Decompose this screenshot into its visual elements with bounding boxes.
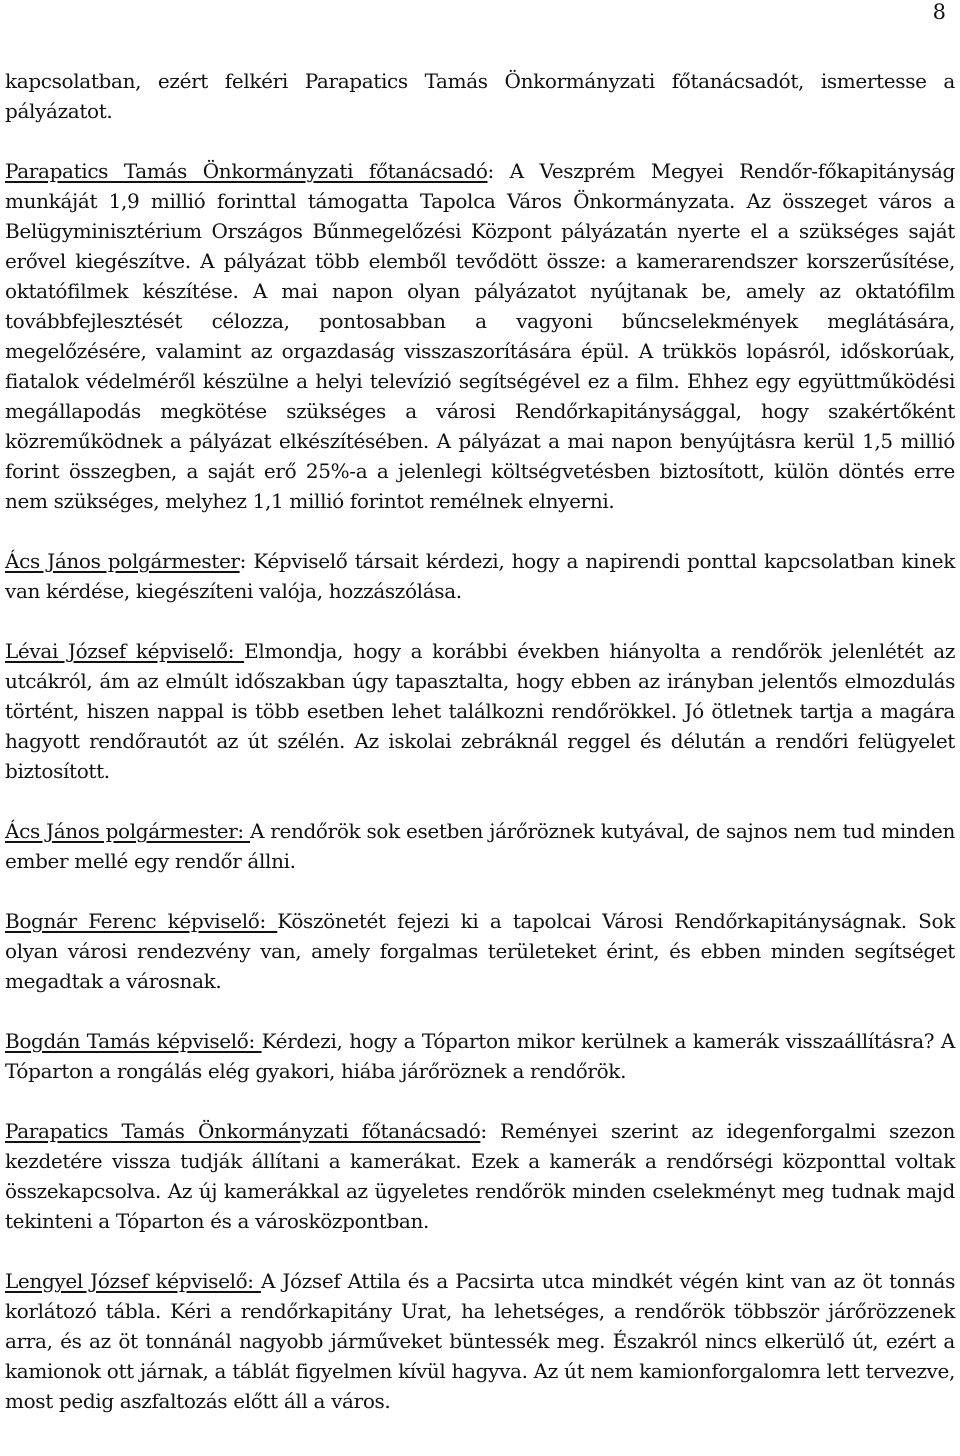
paragraph-acs-2 (5, 816, 955, 876)
paragraph-text: A József Attila és a Pacsirta utca mindkét végén kint van az öt tonnás korlátozó tábla. Kéri a rendőrkapitány Urat, ha lehetséges, a rendőrök többször járőrözzenek arra, és az öt tonnánál nagyobb járműveket büntessék meg. Északról nincs elkerülő út, ezért a kamionok ott járnak, a táblát figyelmen kívül hagyva. Az út nem kamionforgalomra lett tervezve, most pedig aszfaltozás előtt áll a város. (5, 1269, 955, 1413)
paragraph-text: Köszönetét fejezi ki a tapolcai Városi Rendőrkapitányságnak. Sok olyan városi rendezvény van, amely forgalmas területeket érint, és ebben minden segítséget megadtak a városnak. (5, 909, 955, 993)
paragraph-text: A rendőrök sok esetben járőröznek kutyával, de sajnos nem tud minden ember mellé egy rendőr állni. (5, 819, 955, 873)
paragraph-parapatics-1 (5, 156, 955, 516)
paragraph-text: Kérdezi, hogy a Tóparton mikor kerülnek a kamerák visszaállításra? A Tóparton a rongálás elég gyakori, hiába járőröznek a rendőrök. (5, 1029, 955, 1083)
paragraph-acs-1 (5, 546, 955, 606)
speaker-name: Lévai József képviselő: (5, 639, 245, 663)
paragraph-bogdan (5, 1026, 955, 1086)
speaker-name: Ács János polgármester: (5, 819, 250, 843)
paragraph-text: : A Veszprém Megyei Rendőr-főkapitányság munkáját 1,9 millió forinttal támogatta Tapolca Város Önkormányzata. Az összeget város a Belügyminisztérium Országos Bűnmegelőzési Központ pályázatán nyerte el a szükséges saját erővel kiegészítve. A pályázat több elemből tevődött össze: a kamerarendszer korszerűsítése, oktatófilmek készítése. A mai napon olyan pályázatot nyújtanak be, amely az oktatófilm továbbfejlesztését célozza, pontosabban a vagyoni bűncselekmények meglátására, megelőzésére, valamint az orgazdaság visszaszorítására épül. A trükkös lopásról, időskorúak, fiatalok védelméről készülne a helyi televízió segítségével ez a film. Ehhez egy együttműködési megállapodás megkötése szükséges a városi Rendőrkapitánysággal, hogy szakértőként közreműködnek a pályázat elkészítésében. A pályázat a mai napon benyújtásra kerül 1,5 millió forint összegben, a saját erő 25%-a a jelenlegi költségvetésben biztosított, külön döntés erre nem szükséges, melyhez 1,1 millió forintot remélnek elnyerni. (5, 159, 955, 513)
speaker-name: Ács János polgármester (5, 549, 240, 573)
page-number: 8 (932, 0, 946, 24)
speaker-name: Bognár Ferenc képviselő: (5, 909, 278, 933)
speaker-name: Parapatics Tamás Önkormányzati főtanácsadó (5, 1119, 481, 1143)
paragraph-parapatics-2 (5, 1116, 955, 1236)
paragraph-lengyel (5, 1266, 955, 1416)
speaker-name: Parapatics Tamás Önkormányzati főtanácsadó (5, 159, 488, 183)
paragraph-text: Elmondja, hogy a korábbi években hiányolta a rendőrök jelenlétét az utcákról, ám az elmúlt időszakban úgy tapasztalta, hogy ebben az irányban jelentős elmozdulás történt, hiszen nappal is több esetben lehet találkozni rendőrökkel. Jó ötletnek tartja a magára hagyott rendőrautót az út szélén. Az iskolai zebráknál reggel és délután a rendőri felügyelet biztosított. (5, 639, 955, 783)
paragraph-text: kapcsolatban, ezért felkéri Parapatics Tamás Önkormányzati főtanácsadót, ismertesse a pályázatot. (5, 69, 955, 123)
speaker-name: Bogdán Tamás képviselő: (5, 1029, 262, 1053)
paragraph-levai (5, 636, 955, 786)
paragraph-text: : Képviselő társait kérdezi, hogy a napirendi ponttal kapcsolatban kinek van kérdése, kiegészíteni valója, hozzászólása. (5, 549, 955, 603)
paragraph-intro (5, 66, 955, 126)
paragraph-bognar (5, 906, 955, 996)
paragraph-text: : Reményei szerint az idegenforgalmi szezon kezdetére vissza tudják állítani a kamerákat. Ezek a kamerák a rendőrségi központtal voltak összekapcsolva. Az új kamerákkal az ügyeletes rendőrök minden cselekményt meg tudnak majd tekinteni a Tóparton és a városközpontban. (5, 1119, 955, 1233)
document-body (5, 66, 955, 1446)
speaker-name: Lengyel József képviselő: (5, 1269, 261, 1293)
